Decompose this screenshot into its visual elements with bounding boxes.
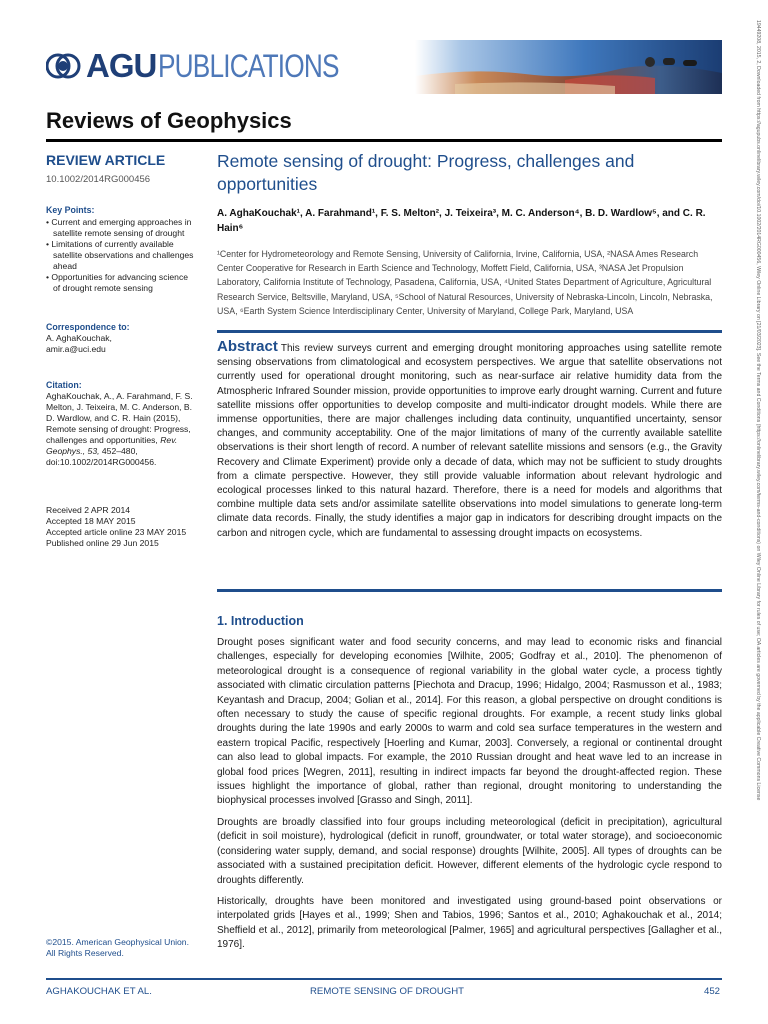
key-point: • Opportunities for advancing science of drought remote sensing [46,272,196,294]
article-dates [46,505,216,549]
citation [46,380,196,468]
copyright [46,937,216,959]
journal-name: Reviews of Geophysics [46,108,292,133]
citation-journal: Rev. Geophys., 53, [46,435,178,456]
date-accepted-online: Accepted article online 23 MAY 2015 [46,527,187,537]
correspondence [46,322,196,355]
paragraph: Historically, droughts have been monitored and investigated using ground-based point observations or interpolated grids [Hayes et al., 1999; Shen and Tabios, 1996; Santos et al., 2010; Aghakouchak et al., 2014; Sheffield et al., 2012], primarily from meteorological [Palmer, 1965] and agricultural perspectives [Gallagher et al., 1976]. [217,895,722,951]
key-point: • Limitations of currently available satellite observations and challenges ahead [46,239,196,272]
date-published: Published online 29 Jun 2015 [46,538,159,548]
abstract-heading: Abstract [217,338,278,355]
date-received: Received 2 APR 2014 [46,505,131,515]
abstract-rule-bottom [217,589,722,592]
copyright-line: All Rights Reserved. [46,948,124,958]
body-text [217,636,722,960]
citation-text: AghaKouchak, A., A. Farahmand, F. S. Melton, J. Teixeira, M. C. Anderson, B. D. Wardlow, and C. R. Hain (2015), Remote sensing of drought: Progress, challenges and opportunities, [46,391,193,445]
correspondence-name: A. AghaKouchak, [46,333,112,343]
citation-heading: Citation: [46,380,82,390]
abstract-text: This review surveys current and emerging drought monitoring approaches using satellite remote sensing observations from climatological and ecosystem perspectives. We argue that satellite observations not currently used for operational drought monitoring, such as near-surface air relative humidity data from the Atmospheric Infrared Sounder mission, provide opportunities to improve early drought warning. Current and future satellite missions offer opportunities to develop composite and multi-indicator drought models. While there are immense opportunities, there are major challenges including data continuity, unquantified uncertainty, sensor changes, and community acceptability. One of the major limitations of many of the currently available satellite observations is their short length of record. A number of relevant satellite missions and sensors (e.g., the Gravity Recovery and Climate Experiment) provide only a decade of data, which may not be sufficient to study droughts from a climate perspective. However, they still provide valuable information about relevant hydrologic and ecological processes linked to this natural hazard. Therefore, there is a need for models and algorithms that combine multiple data sets and/or assimilate satellite observations into model simulations to generate long-term climate data records. Finally, the study identifies a major gap in indicators for describing drought impacts on the carbon and nitrogen cycle, which are fundamental to assessing drought impacts on ecosystems. [217,343,722,539]
agu-wordmark: AGU [86,47,157,84]
paragraph: Drought poses significant water and food security concerns, and may lead to economic risks and financial challenges, especially for developing economies [Wilhite, 2005; Godfray et al., 2010]. The phenomenon of meteorological drought is a consequence of regional variability in the global water cycle, a process tightly associated with climatic circulation patterns [Piechota and Dracup, 1996; Hidalgo, 2004; Rasmusson et al., 1983; Keyantash and Dracup, 2004; Golian et al., 2014]. For this reason, a global perspective on drought conditions is often necessary to study the cause of specific regional droughts. For example, a recent study links global droughts during the late 1990s and early 2000s to warm and cold sea surface temperatures in the western and eastern tropical Pacific, respectively [Hoerling and Kumar, 2003]. Conversely, a regional or continental drought can also lead to global impacts. For example, the 2010 Russian drought and heat wave led to an increase in global food prices [Wegren, 2011], resulting in indirect impacts far beyond the drought-affected region. These issues highlight the importance of global, rather than regional, drought monitoring to understanding the biophysical processes involved [Grasso and Singh, 2011]. [217,637,722,807]
correspondence-heading: Correspondence to: [46,322,130,332]
key-points [46,205,196,294]
correspondence-email[interactable]: amir.a@uci.edu [46,344,106,354]
article-title: Remote sensing of drought: Progress, challenges and opportunities [217,151,635,194]
agu-publications-logo [46,46,379,86]
citation-pages: 452–480, doi:10.1002/2014RG000456. [46,446,157,467]
footer-rule [46,978,722,980]
copyright-line: ©2015. American Geophysical Union. [46,937,189,947]
article-type: REVIEW ARTICLE [46,152,166,168]
abstract [217,340,722,541]
header-rule [46,139,722,142]
agu-globe-icon [46,50,82,82]
publications-wordmark: PUBLICATIONS [158,47,340,84]
page-number: 452 [704,986,721,997]
download-side-note: 19449208, 2015, 2, Downloaded from https://agupubs.onlinelibrary.wiley.com/doi/10.1002/2014RG000456, Wiley Online Library on [21/03/2023]. See the Terms and Conditions (https://onlinelibrary.wiley.com/terms-and-conditions) on Wiley Online Library for rules of use; OA articles are governed by the applicable Creative Commons License [755,20,761,801]
doi[interactable]: 10.1002/2014RG000456 [46,174,151,185]
footer-running-title: REMOTE SENSING OF DROUGHT [310,986,465,997]
key-point: • Current and emerging approaches in satellite remote sensing of drought [46,217,196,239]
key-points-list [46,217,196,294]
key-points-heading: Key Points: [46,205,95,215]
affiliations: ¹Center for Hydrometeorology and Remote Sensing, University of California, Irvine, California, USA, ²NASA Ames Research Center Cooperative for Research in Earth Science and Technology, Moffett Field, California, USA, ³NASA Jet Propulsion Laboratory, California Institute of Technology, Pasadena, California, USA, ⁴United States Department of Agriculture, Agricultural Research Service, Beltsville, Maryland, USA, ⁵School of Natural Resources, University of Nebraska-Lincoln, Lincoln, Nebraska, USA, ⁶Earth System Science Interdisciplinary Center, University of Maryland, College Park, Maryland, USA [217,249,713,316]
section-heading: 1. Introduction [217,614,304,628]
footer-authors: AGHAKOUCHAK ET AL. [46,986,152,997]
abstract-rule-top [217,330,722,333]
paragraph: Droughts are broadly classified into four groups including meteorological (deficit in precipitation), agricultural (deficit in soil moisture), hydrological (deficit in runoff, groundwater, or total water storage), and socioeconomic (considering water supply, demand, and social response) droughts [Wilhite, 2005]. All types of droughts can be associated with a sustained precipitation deficit. However, different elements of the hydrologic cycle respond to droughts differently. [217,816,722,886]
author-list: A. AghaKouchak¹, A. Farahmand¹, F. S. Melton², J. Teixeira³, M. C. Anderson⁴, B. D. Wardlow⁵, and C. R. Hain⁶ [217,208,706,234]
date-accepted: Accepted 18 MAY 2015 [46,516,136,526]
journal-banner-image [415,40,722,94]
